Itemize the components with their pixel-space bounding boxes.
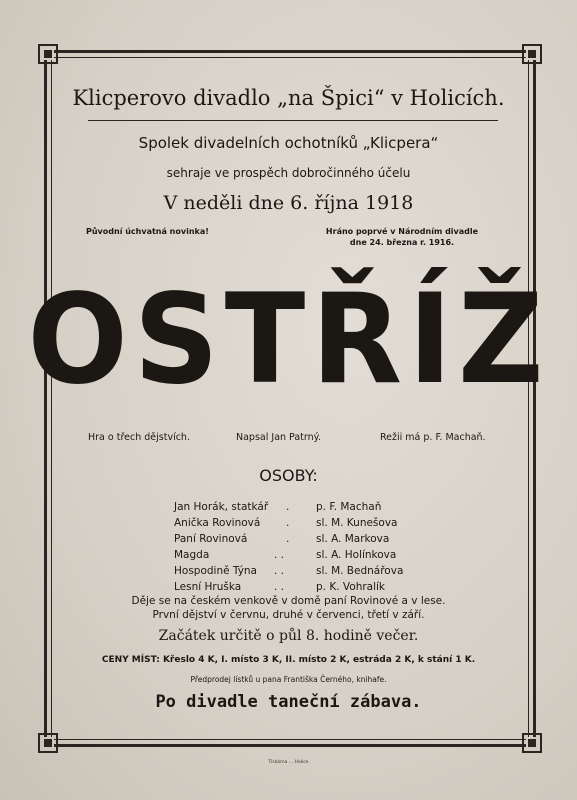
note-right-1: Hráno poprvé v Národním divadle [325, 227, 479, 236]
start-time: Začátek určitě o půl 8. hodině večer. [158, 628, 419, 644]
cast-heading: OSOBY: [259, 466, 318, 485]
credit-acts: Hra o třech dějstvích. [88, 432, 190, 443]
presale-info: Předprodej lístků u pana Františka Černého, knihafe. [190, 675, 387, 684]
cast-dots: . . [274, 549, 285, 561]
corner-ornament-icon [38, 44, 58, 64]
society-name: Spolek divadelních ochotníků „Klicpera“ [138, 134, 439, 152]
dance-party: Po divadle taneční zábava. [155, 692, 422, 712]
cast-row [174, 533, 504, 549]
cast-row [174, 549, 504, 565]
play-title: OSTŘÍŽ [27, 266, 550, 412]
cast-row [174, 501, 504, 517]
cast-role: Lesní Hruška [174, 581, 242, 593]
cast-role: Jan Horák, statkář [174, 501, 269, 513]
cast-dots: . . [274, 565, 285, 577]
cast-row [174, 565, 504, 581]
cast-role: Magda [174, 549, 210, 561]
credit-author: Napsal Jan Patrný. [236, 432, 321, 443]
cast-row [174, 517, 504, 533]
corner-ornament-icon [38, 733, 58, 753]
note-right-2: dne 24. března r. 1916. [349, 238, 455, 247]
credit-director: Režii má p. F. Machaň. [380, 432, 486, 443]
cast-actor: sl. A. Holínkova [316, 549, 397, 561]
cast-dots: . . [274, 581, 285, 593]
corner-ornament-icon [522, 733, 542, 753]
cast-actor: sl. M. Bednářova [316, 565, 404, 577]
cast-dots: . [286, 501, 290, 513]
cast-actor: sl. A. Markova [316, 533, 390, 545]
performance-date: V neděli dne 6. října 1918 [163, 192, 414, 214]
setting-line-1: Děje se na českém venkově v domě paní Rovinové a v lese. [131, 595, 446, 607]
cast-actor: p. F. Machaň [316, 501, 382, 513]
setting-line-2: První dějství v červnu, druhé v červenci, třetí v září. [152, 609, 425, 621]
cast-dots: . [286, 517, 290, 529]
divider [88, 120, 498, 121]
cast-actor: sl. M. Kunešova [316, 517, 398, 529]
cast-role: Paní Rovinová [174, 533, 248, 545]
printer-imprint: Tiskárna ... Holice [268, 760, 309, 765]
theatre-name: Klicperovo divadlo „na Špici“ v Holicích. [72, 86, 505, 110]
purpose-text: sehraje ve prospěch dobročinného účelu [166, 166, 411, 180]
cast-dots: . [286, 533, 290, 545]
cast-actor: p. K. Vohralík [316, 581, 386, 593]
ticket-prices: CENY MÍST: Křeslo 4 K, I. místo 3 K, II. místo 2 K, estráda 2 K, k stání 1 K. [101, 655, 476, 665]
cast-role: Hospodině Týna [174, 565, 257, 577]
cast-role: Anička Rovinová [174, 517, 261, 529]
note-left: Původní úchvatná novinka! [86, 227, 209, 236]
corner-ornament-icon [522, 44, 542, 64]
